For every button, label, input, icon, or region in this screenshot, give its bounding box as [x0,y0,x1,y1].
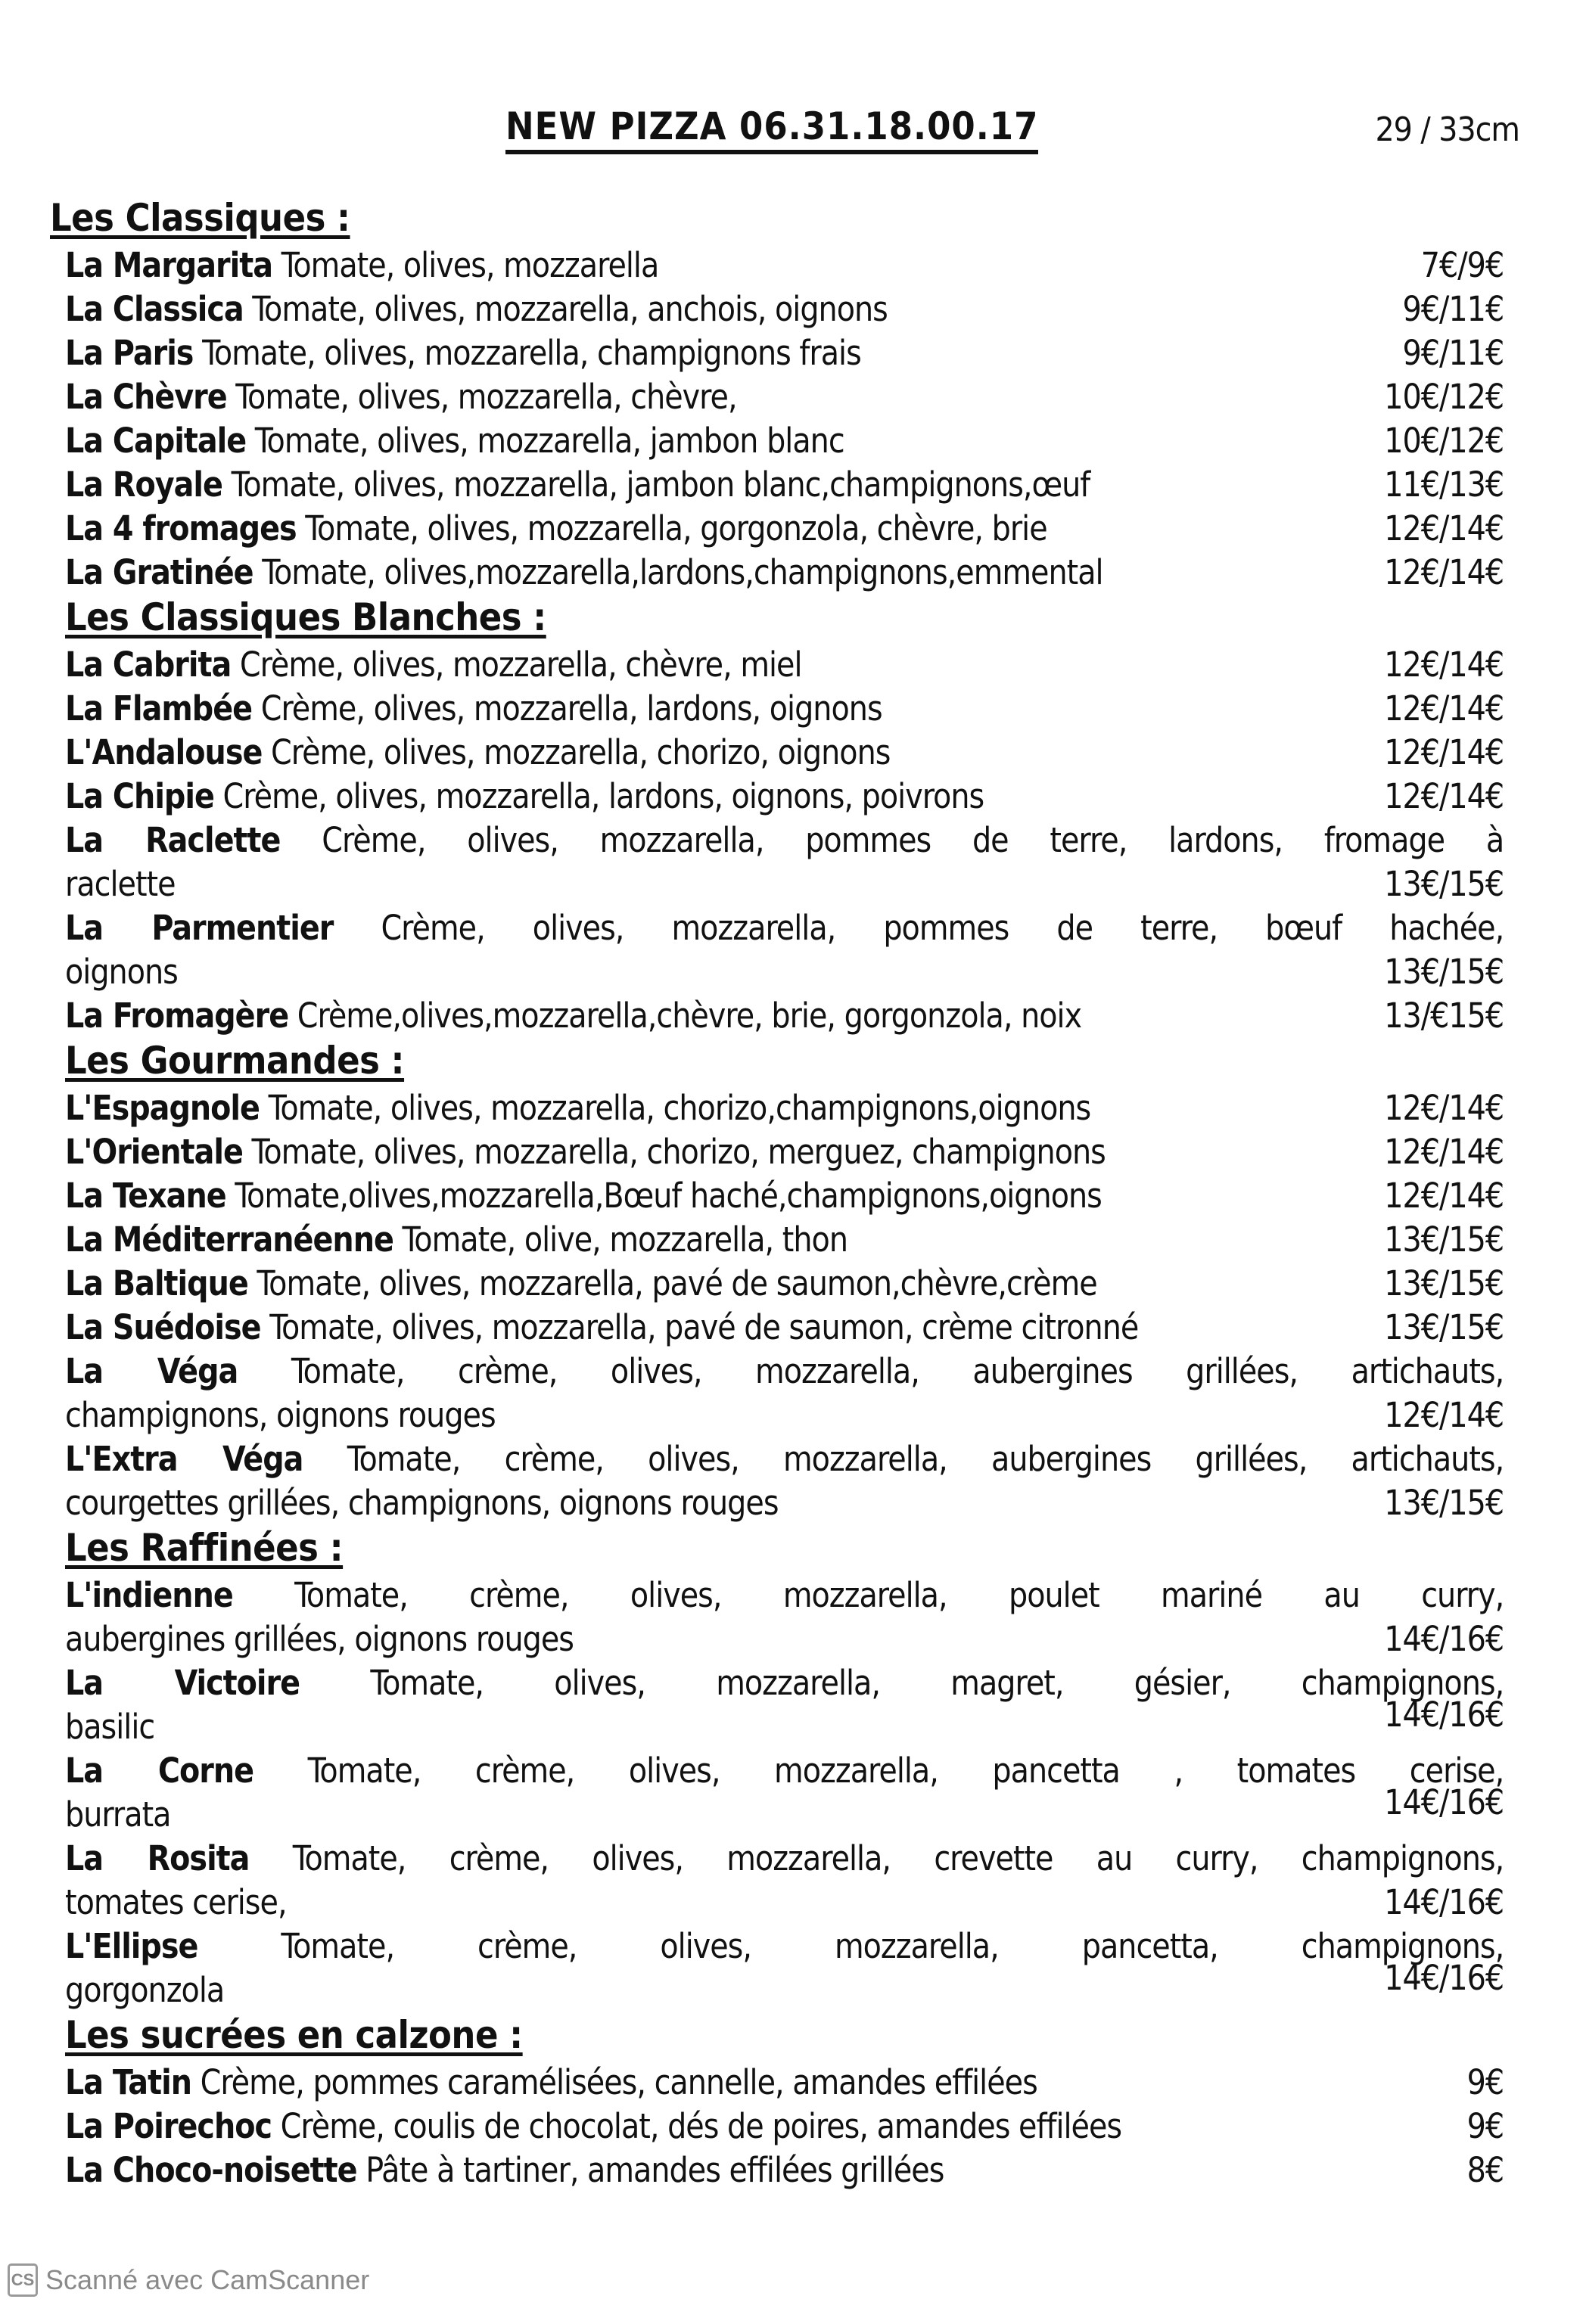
pizza-ingredients: Tomate, olives, mozzarella, anchois, oignons [252,289,888,329]
pizza-price: 12€/14€ [1384,552,1504,592]
pizza-ingredients: Tomate, olives, mozzarella, champignons frais [202,333,861,373]
menu-item-line [65,1219,988,1260]
menu-item [65,507,1504,551]
pizza-ingredients-continued: gorgonzola [65,1970,225,2010]
menu-item [65,1437,1504,1525]
pizza-name: La Margarita [65,245,272,285]
menu-item-line [65,732,1031,772]
pizza-price: 13€/15€ [1384,1263,1504,1303]
pizza-price: 11€/13€ [1384,464,1504,505]
pizza-ingredients: Tomate, crème, olives, mozzarella, aubergines grillées, artichauts, [347,1439,1504,1479]
pizza-price: 7€/9€ [1420,245,1504,285]
menu-item-line [65,1925,1504,1968]
menu-item [65,1218,1504,1262]
scanner-watermark [8,2262,369,2298]
pizza-ingredients: Tomate, olives, mozzarella, chorizo,champignons,oignons [268,1088,1091,1128]
pizza-price: 9€ [1466,2106,1504,2146]
pizza-price: 12€/14€ [1384,688,1504,729]
pizza-ingredients: Tomate, olives, mozzarella, chorizo, merguez, champignons [251,1132,1106,1172]
pizza-name: La Corne [65,1751,254,1791]
pizza-ingredients: Tomate, crème, olives, mozzarella, crevette au curry, champignons, [292,1838,1504,1878]
pizza-price: 12€/14€ [1384,1132,1504,1172]
menu-item-line [65,508,1188,548]
menu-item-line [65,377,878,417]
pizza-ingredients: Tomate, olives, mozzarella, jambon blanc,champignons,œuf [231,464,1090,505]
pizza-name: La Méditerranéenne [65,1219,393,1260]
pizza-price: 12€/14€ [1384,508,1504,548]
pizza-price: 14€/16€ [1384,1619,1504,1659]
menu-item [65,1661,1504,1749]
pizza-name: L'Extra Véga [65,1439,303,1479]
menu-item [65,2105,1504,2148]
pizza-price: 10€/12€ [1384,377,1504,417]
menu-item [65,1306,1504,1350]
pizza-name: La Raclette [65,820,281,860]
menu-item [65,994,1504,1038]
section-title: Les Classiques Blanches : [65,595,546,639]
pizza-name: La Royale [65,464,222,505]
pizza-ingredients: Crème, olives, mozzarella, chèvre, miel [239,645,802,685]
menu-item [65,2061,1504,2105]
section-title: Les Gourmandes : [65,1039,405,1083]
pizza-name: La Victoire [65,1663,300,1703]
pizza-name: La Flambée [65,688,253,729]
pizza-price: 14€/16€ [1384,1882,1504,1922]
pizza-name: La Chipie [65,776,214,816]
pizza-sizes: 29 / 33cm [1375,110,1519,149]
menu-item-line [65,1350,1504,1393]
menu-item [65,687,1504,731]
pizza-name: La Chèvre [65,377,227,417]
pizza-price: 12€/14€ [1384,645,1504,685]
pizza-name: La Fromagère [65,996,289,1036]
pizza-name: La Rosita [65,1838,250,1878]
menu-body [50,195,1533,2192]
pizza-price: 9€ [1466,2062,1504,2102]
pizza-price: 14€/16€ [1384,1695,1504,1735]
pizza-name: La Gratinée [65,552,253,592]
menu-item [65,1130,1504,1174]
menu-item [65,1262,1504,1306]
menu-item-line [65,1307,1280,1347]
menu-item-line [65,2106,1262,2146]
menu-item [65,244,1504,287]
menu-item-line [65,1749,1504,1793]
pizza-price: 13€/15€ [1384,1219,1504,1260]
menu-item-line [65,2150,1085,2190]
pizza-name: L'indienne [65,1575,233,1615]
pizza-ingredients-continued: oignons [65,952,178,992]
pizza-ingredients: Tomate, olives, mozzarella [281,245,659,285]
menu-item [65,906,1504,994]
pizza-name: La Texane [65,1176,226,1216]
pizza-name: La Choco-noisette [65,2150,357,2190]
menu-item-line [65,1437,1504,1481]
menu-item-line [65,645,943,685]
menu-item [65,375,1504,419]
pizza-name: La Paris [65,333,194,373]
menu-item [65,731,1504,775]
pizza-ingredients-continued: raclette [65,864,176,904]
pizza-ingredients-continued: burrata [65,1794,171,1835]
pizza-ingredients: Crème, olives, mozzarella, pommes de terre, lardons, fromage à [322,820,1504,860]
pizza-name: La Poirechoc [65,2106,272,2146]
menu-item [65,551,1504,595]
menu-item [65,2148,1504,2192]
pizza-name: La Parmentier [65,908,334,948]
menu-item [65,287,1504,331]
menu-item-line [65,1661,1504,1705]
menu-item-line [65,996,1222,1036]
pizza-ingredients: Tomate, olives,mozzarella,lardons,champignons,emmental [262,552,1103,592]
section-title: Les Classiques : [50,196,350,240]
pizza-name: L'Espagnole [65,1088,260,1128]
pizza-name: La Cabrita [65,645,232,685]
menu-item-line [65,1263,1238,1303]
pizza-price: 13€/15€ [1384,952,1504,992]
menu-item-line [65,2062,1178,2102]
pizza-name: La Capitale [65,421,247,461]
pizza-price: 13€/15€ [1384,1483,1504,1523]
pizza-price: 9€/11€ [1402,333,1504,373]
pizza-ingredients: Tomate, olives, mozzarella, gorgonzola, chèvre, brie [305,508,1047,548]
menu-item-line [65,906,1504,950]
menu-item [65,1749,1504,1837]
pizza-price: 12€/14€ [1384,1088,1504,1128]
pizza-ingredients: Crème, olives, mozzarella, lardons, oignons [260,688,882,729]
menu-item [65,819,1504,906]
menu-item-line [65,1132,1246,1172]
menu-item-line [65,1837,1504,1881]
pizza-price: 14€/16€ [1384,1782,1504,1822]
menu-item-line [65,1088,1231,1128]
pizza-name: L'Orientale [65,1132,243,1172]
pizza-name: L'Andalouse [65,732,263,772]
section-title: Les sucrées en calzone : [65,2013,523,2057]
menu-item-line [65,819,1504,862]
menu-item [65,1574,1504,1661]
camscanner-icon: CS [8,2263,38,2297]
pizza-ingredients: Tomate, olive, mozzarella, thon [402,1219,847,1260]
pizza-price: 9€/11€ [1402,289,1504,329]
menu-item-line [65,688,1023,729]
menu-item [65,463,1504,507]
restaurant-title: NEW PIZZA 06.31.18.00.17 [505,104,1038,154]
menu-item-line [65,552,1244,592]
pizza-ingredients: Tomate, olives, mozzarella, chèvre, [235,377,737,417]
pizza-price: 13/€15€ [1384,996,1504,1036]
menu-item-line [65,1176,1242,1216]
menu-item-line [65,333,1002,373]
pizza-name: La Véga [65,1351,238,1391]
pizza-ingredients-continued: aubergines grillées, oignons rouges [65,1619,574,1659]
pizza-price: 12€/14€ [1384,1176,1504,1216]
pizza-price: 13€/15€ [1384,1307,1504,1347]
pizza-ingredients-continued: basilic [65,1707,155,1747]
pizza-name: La Classica [65,289,244,329]
pizza-ingredients: Tomate, crème, olives, mozzarella, aubergines grillées, artichauts, [291,1351,1504,1391]
pizza-ingredients: Crème, olives, mozzarella, chorizo, oignons [271,732,891,772]
watermark-text: Scanné avec CamScanner [45,2264,370,2295]
menu-item [65,1350,1504,1437]
menu-item-line [65,464,1230,505]
pizza-price: 10€/12€ [1384,421,1504,461]
pizza-price: 12€/14€ [1384,1395,1504,1435]
pizza-ingredients: Crème,olives,mozzarella,chèvre, brie, gorgonzola, noix [297,996,1082,1036]
pizza-ingredients: Crème, pommes caramélisées, cannelle, amandes effilées [200,2062,1037,2102]
pizza-ingredients: Tomate, olives, mozzarella, magret, gésier, champignons, [370,1663,1504,1703]
menu-item [65,643,1504,687]
pizza-price: 12€/14€ [1384,776,1504,816]
menu-item-line [65,421,985,461]
menu-header [505,104,1519,157]
pizza-price: 13€/15€ [1384,864,1504,904]
pizza-name: La Baltique [65,1263,248,1303]
pizza-name: La 4 fromages [65,508,297,548]
menu-item [65,1837,1504,1925]
menu-item [65,1174,1504,1218]
menu-item [65,1925,1504,2012]
menu-item-line [65,245,800,285]
pizza-ingredients: Tomate, crème, olives, mozzarella, pancetta , tomates cerise, [307,1751,1504,1791]
menu-item [65,775,1504,819]
pizza-price: 14€/16€ [1384,1958,1504,1998]
pizza-ingredients: Crème, olives, mozzarella, pommes de terre, bœuf hachée, [381,908,1504,948]
pizza-price: 8€ [1466,2150,1504,2190]
menu-item-line [65,776,1124,816]
pizza-name: L'Ellipse [65,1926,198,1966]
pizza-ingredients-continued: tomates cerise, [65,1882,287,1922]
menu-item-line [65,1574,1504,1617]
pizza-ingredients: Crème, olives, mozzarella, lardons, oignons, poivrons [222,776,984,816]
menu-item [65,331,1504,375]
pizza-ingredients: Tomate, olives, mozzarella, pavé de saumon,chèvre,crème [257,1263,1097,1303]
pizza-ingredients: Tomate, crème, olives, mozzarella, pancetta, champignons, [281,1926,1504,1966]
pizza-ingredients-continued: champignons, oignons rouges [65,1395,496,1435]
pizza-ingredients: Tomate,olives,mozzarella,Bœuf haché,champignons,oignons [235,1176,1102,1216]
pizza-ingredients: Tomate, crème, olives, mozzarella, poulet mariné au curry, [294,1575,1504,1615]
pizza-name: La Tatin [65,2062,191,2102]
pizza-ingredients: Tomate, olives, mozzarella, pavé de saumon, crème citronné [269,1307,1139,1347]
pizza-price: 12€/14€ [1384,732,1504,772]
menu-item [65,419,1504,463]
menu-item-line [65,289,1028,329]
pizza-ingredients: Crème, coulis de chocolat, dés de poires, amandes effilées [280,2106,1122,2146]
pizza-ingredients: Tomate, olives, mozzarella, jambon blanc [254,421,844,461]
pizza-name: La Suédoise [65,1307,261,1347]
pizza-ingredients: Pâte à tartiner, amandes effilées grillées [365,2150,944,2190]
pizza-ingredients-continued: courgettes grillées, champignons, oignons rouges [65,1483,779,1523]
menu-item [65,1086,1504,1130]
section-title: Les Raffinées : [65,1526,344,1570]
